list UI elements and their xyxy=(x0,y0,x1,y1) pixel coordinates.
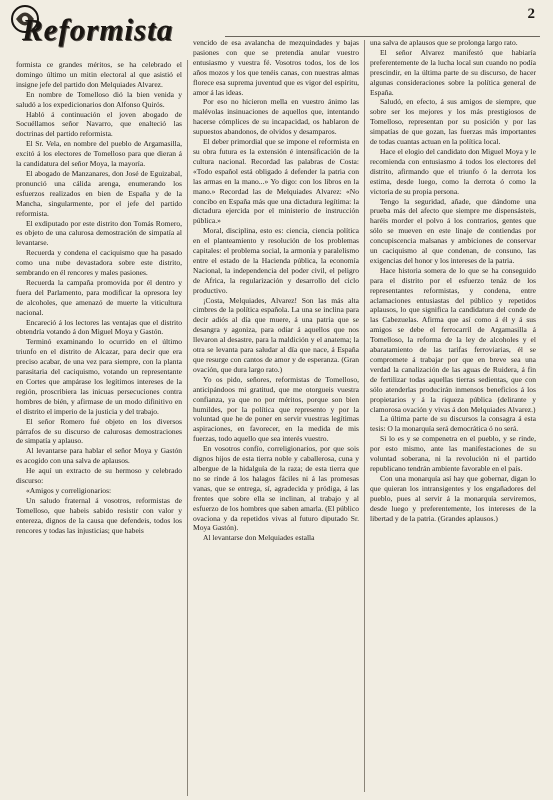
paragraph: una salva de aplausos que se prolonga largo rato. xyxy=(370,38,518,47)
paragraph: formista ce grandes méritos, se ha celebrado el domingo último un mitin electoral al que asistió el insigne jefe del partido don Melquiades Alvarez. xyxy=(16,60,182,89)
paragraph: Con una monarquía así hay que gobernar, digan lo que quieran los intransigentes y los engañadores del pueblo, pues al servir á la monarquía serviremos, desde luego y preferentemente, los intereses de la libertad y de la patria. (Grandes aplausos.) xyxy=(370,473,536,523)
paragraph: Hace el elogio del candidato don Miguel Moya y le recomienda con entusiasmo á todos los electores del distrito, afirmando que el triunfo ó la derrota los estima, desde luego, como la derrota ó como la victoria de su propia persona. xyxy=(370,146,536,196)
article-column-2 xyxy=(193,38,359,798)
paragraph: Recuerda y condena el caciquismo que ha pasado como una nube devastadora sobre este distrito, sembrando en él rencores y males pasiones. xyxy=(16,248,182,278)
newspaper-title: Reformista xyxy=(22,12,174,47)
paragraph: El señor Alvarez manifestó que habiaría preferentemente de la lucha local sun cuando no podía prescindir, en la última parte de su discurso, de hacer algunas consideraciones sobre la política general de España. xyxy=(370,47,536,97)
article-column-3 xyxy=(370,38,536,798)
paragraph: Terminó examinando lo ocurrido en el último triunfo en el distrito de Alcazar, para decir que era preciso acabar, de una vez para siempre, con la planta parasitaria del caciquismo, votando un representante en Cortes que ampárase los legítimos intereses de la región, proscribiera las inicuas persecuciones contra hombres de bién, y afirmase de un modo difinitivo en el distrito el imperio de la justicia y del trabajo. xyxy=(16,337,182,416)
paragraph: En vosotros confío, correligionarios, por que sois dignos hijos de esta tierra noble y caballerosa, cuna y albergue de la hidalguía de la raza; de esta tierra que no se rinde á los halagos fáciles ni á las promesas vanas, que se entrega, sí, agradecida y pródiga, á las frentes que sobre ella se inclinan, al trabajo y al esfuerzo de los hombres que saben amarla. (El público ovaciona y da repetidos vivas al futuro diputado Sr. Moya Gastón). xyxy=(193,444,359,533)
paragraph: El deber primordial que se impone el reformista en su obra futura es la extensión é intensificación de la cultura nacional. Recordad las palabras de Costa: «Todo español está obligado á defender la patria con las armas en la mano...» Yo digo: con los libros en la mano.» Recordad las de Melquiades Alvarez: «No concibo en España más que una dictadura legítima: la dictadura ejercida por el ministerio de instrucción pública.» xyxy=(193,137,359,226)
paragraph: vencido de esa avalancha de mezquindades y bajas pasiones con que se pretendía anular vuestro entusiasmo y vuestra fé. Vosotros todos, los de los años mozos y los que tenéis canas, con nuestras almas florece esa suprema juventud que es vigor del espíritu, amor á las ideas. xyxy=(193,38,359,97)
paragraph: Por eso no hicieron mella en vuestro ánimo las malévolas insinuaciones de aquellos que, intentando hacerse cómplices de su incapacidad, os hablaron de supuestos abandonos, de olvidos y desamparos. xyxy=(193,97,359,137)
masthead xyxy=(8,2,218,60)
paragraph: Yo os pido, señores, reformistas de Tomelloso, anticipándoos mi gratitud, que me otorgueis vuestra confianza, ya que no por méritos, porque son bien humildes, por la política que represento y por la voluntad que he de poner en servir vuestras legítimas aspiraciones, en favorecer, en la medida de mis fuerzas, todo aquello que sea interés vuestro. xyxy=(193,374,359,444)
paragraph: Al levantarse para hablar el señor Moya y Gastón es acogido con una salva de aplausos. xyxy=(16,446,182,466)
paragraph: Moral, disciplina, esto es: ciencia, ciencia política en el planteamiento y resolución de los problemas capitales: el problema social, la armonía y paralelismo entre el estado de la Hacienda pública, la economía Nacional, la independencia del poder civil, el peligro de Africa, la regularización y desarrollo del ciclo productivo. xyxy=(193,226,359,295)
paragraph: El señor Romero fué objeto en los diversos párrafos de su discurso de calurosas demostraciones de simpatía y aplauso. xyxy=(16,416,182,446)
header-rule xyxy=(225,36,540,37)
paragraph: Un saludo fraternal á vosotros, reformistas de Tomelloso, que habeis sabido resistir con valor y entereza, dignos de la causa que defendeis, todos los rencores y todas las injusticias; que habeis xyxy=(16,495,182,535)
paragraph: Saludó, en efecto, á sus amigos de siempre, que sobre ser los mejores y los más prestigiosos de Tomelloso, representan por su posición y por las simpatías de que gozan, las fuerzas más importantes de todas cuantas actuan en la política local. xyxy=(370,97,536,147)
paragraph: En nombre de Tomelloso dió la bien venida y saludó a los expedicionarios don Alfonso Quirós. xyxy=(16,89,182,109)
column-divider xyxy=(187,60,188,796)
paragraph: El Sr. Vela, en nombre del pueblo de Argamasilla, excitó á los electores de Tomelloso para que dieran á la candidatura del señor Moya, la mayoría. xyxy=(16,139,182,169)
page-number: 2 xyxy=(527,6,535,22)
paragraph: Si lo es y se compenetra en el pueblo, y se rinde, por esto mismo, ante las manifestaciones de su voluntad soberana, ni la revolución ni el partido republicano tendrán ambiente favorable en el país. xyxy=(370,434,536,473)
paragraph: La última parte de su discursos la consagra á esta tesis: O la monarquía será democrática ó no será. xyxy=(370,414,536,434)
paragraph: ¡Costa, Melquiades, Alvarez! Son las más alta cimbres de la política española. La una se inclina para decir adiós al día que muere, á una patria que se desangra y agoniza, para odiar á aquellos que nos llevaron al desastre, para la maldición y el anatema; la otra se levanta para saludar al día que nace, á España que resurge con cantos de amor y de esperanza. (Gran ovación, que dura largo rato.) xyxy=(193,295,359,374)
paragraph: He aquí un extracto de su hermoso y celebrado discurso: xyxy=(16,466,182,486)
paragraph: Hace historia somera de lo que se ha conseguido para el distrito por el esfuerzo tenáz de los representantes reformistas, y condena, entre aclamaciones entusiastas del público y repetidos aplausos, lo que significa la candidatura del conde de las Cabezuelas. Afirma que así como á él y á sus amigos se debe el ferrocarril de Argamasilla á Tomelloso, la reforma de la ley de alcoholes y el abaratamiento de las tarifas ferroviarias, él se compromete á trabajar por que en breve sea una verdad la canalización de las aguas de Ruidera, á fin de fertilizar todas aquellas tierras sedientas, que con sólo atenderlas producirán inmensos beneficios á los propietarios y á la riqueza pública (delirante y clamorosa ovación y vivas á don Melquiades Alvarez.) xyxy=(370,265,536,414)
paragraph: «Amigos y correligionarios: xyxy=(26,485,112,495)
paragraph: El abogado de Manzanares, don José de Eguizabal, pronunció una cálida arenga, enumerando los esfuerzos realizados en bien de España y de la Mancha, singularmente, por el jefe del partido reformista. xyxy=(16,168,182,218)
paragraph: Tengo la seguridad, añade, que dándome una prueba más del afecto que siempre me dispensásteis, haréis morder el polvo á los contrarios, gentes que sólo se mueven en este linaje de contiendas por concupiscencia malsanas y ambiciones de conservar un caciquismo al que condenan, de consuno, las exigencias del honor y los intereses de la patria. xyxy=(370,196,536,265)
paragraph: Habló á continuación el joven abogado de Socuéllamos señor Navarro, que enalteció las doctrinas del partido reformista. xyxy=(16,109,182,139)
article-column-1 xyxy=(16,60,182,796)
paragraph: El exdiputado por este distrito don Tomás Romero, es objeto de una calurosa demostración de simpatía al levantarse. xyxy=(16,218,182,248)
paragraph: Al levantarse don Melquiades estalla xyxy=(203,533,315,543)
paragraph: Encareció á los lectores las ventajas que el distrito obtendría votando á don Miguel Moya y Gastón. xyxy=(16,317,182,337)
paragraph: Recuerda la campaña promovida por él dentro y fuera del Parlamento, para modificar la opresora ley de alcoholes, que amenazó de muerte la viticultura nacional. xyxy=(16,277,182,317)
column-divider xyxy=(364,40,365,792)
